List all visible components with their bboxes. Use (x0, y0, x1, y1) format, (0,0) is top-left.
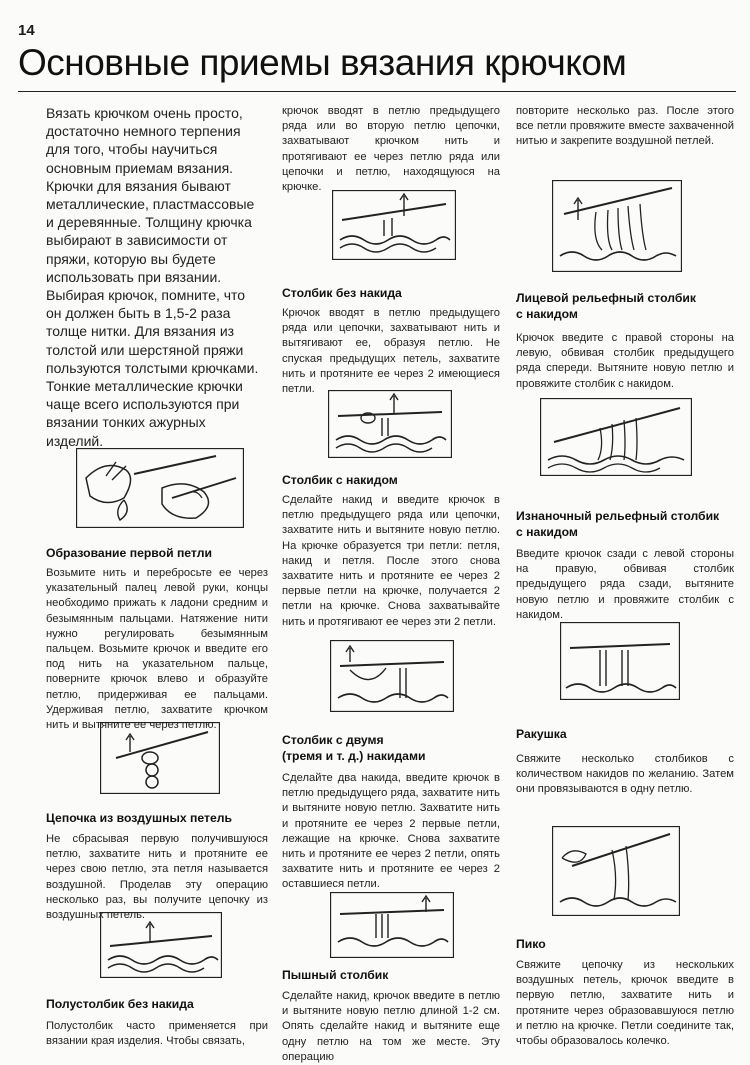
treble-heading-line1: Столбик с двумя (282, 733, 384, 747)
shell-stitch-illustration (552, 826, 680, 916)
treble-heading-line2: (тремя и т. д.) накидами (282, 749, 426, 763)
back-post-heading-line1: Изнаночный рельефный столбик (516, 509, 720, 523)
treble-text: Сделайте два накида, введите крючок в петлю предыдущего ряда, захватите нить и вытяните новую петлю. Захватите нить и протяните ее через 2 первые петли, лежащие на крючке. Снова захватите нить и протяните ее через 2 петли, опять захватите нить и протяните ее через 2 оставшиеся петли. (282, 772, 500, 891)
puff-heading: Пышный столбик (282, 968, 389, 982)
front-post-illustration (540, 398, 692, 476)
back-post-figure (560, 622, 680, 700)
front-post-heading-line1: Лицевой рельефный столбик (516, 291, 696, 305)
puff-text-cont: повторите несколько раз. После этого все петли провяжите вместе захваченной нитью и закрепите воздушной петлей. (516, 105, 734, 148)
puff-figure (552, 180, 682, 272)
chain-heading: Цепочка из воздушных петель (46, 811, 232, 825)
first-loop-figure (76, 448, 244, 528)
puff-text: Сделайте накид, крючок введите в петлю и вытяните новую петлю длиной 1-2 см. Опять сделайте накид и вытяните еще одну петлю на том же месте. Эту операцию (282, 990, 500, 1063)
page-title: Основные приемы вязания крючком (18, 42, 627, 83)
single-crochet-illustration (328, 390, 452, 458)
front-post-figure (540, 398, 692, 476)
title-divider (18, 91, 736, 92)
front-post-heading (516, 290, 734, 322)
slip-stitch-text-cont: крючок вводят в петлю предыдущего ряда или во вторую петлю цепочки, захватывают крючком нить и протягивают ее через петлю ряда или цепочки и петлю, находящуюся на крючке. (282, 105, 500, 194)
single-crochet-heading: Столбик без накида (282, 286, 402, 300)
treble-heading (282, 732, 500, 764)
puff-stitch-illustration (552, 180, 682, 272)
treble-crochet-illustration (330, 892, 454, 958)
double-crochet-illustration (330, 640, 454, 712)
back-post-text: Введите крючок сзади с левой стороны на правую, обвивая столбик предыдущего ряда сзади, вытяните новую петлю и провяжите столбик с накидом. (516, 548, 734, 621)
chain-stitch-illustration (100, 722, 220, 794)
double-crochet-heading: Столбик с накидом (282, 473, 398, 487)
back-post-illustration (560, 622, 680, 700)
first-loop-heading: Образование первой петли (46, 546, 212, 560)
first-loop-text: Возьмите нить и перебросьте ее через указательный палец левой руки, концы необходимо прижать к ладони средним и безымянным пальцами. Натяжение нити нужно регулировать безымянным пальцем. Возьмите крючок и введите его под нить на указательном пальце, поверните крючок влево и образуйте петлю, придерживая ее пальцами. Удерживая петлю, захватите крючком нить и вытяните ее через петлю. (46, 567, 268, 732)
double-crochet-text: Сделайте накид и введите крючок в петлю предыдущего ряда или цепочки, захватите нить и вытяните новую петлю. На крючке образуется три петли: петля, накид и петля. После этого снова захватите нить и протяните ее через 2 первые петли на крючке, получается 2 петли на крючке. Снова захватывайте нить и протягивают ее через эти 2 петли. (282, 494, 500, 628)
shell-figure (552, 826, 680, 916)
picot-text: Свяжите цепочку из нескольких воздушных петель, крючок введите в первую петлю, захватите нить и протяните через образовавшуюся петлю и петлю на крючке. Петли соедините так, чтобы образовалось колечко. (516, 959, 734, 1048)
intro-paragraph: Вязать крючком очень просто, достаточно немного терпения для того, чтобы научиться основным приемам вязания. Крючки для вязания бывают металлические, пластмассовые и деревянные. Толщину крючка выбирают в зависимости от пряжи, которую вы будете использовать при вязании. Выбирая крючок, помните, что он должен быть в 1,5-2 раза толще нитки. Для вязания из толстой или шерстяной пряжи пользуются толстыми крючками. Тонкие металлические крючки чаще всего используются при вязании тонких ажурных изделий. (46, 105, 259, 449)
hand-with-hook-illustration (76, 448, 244, 528)
back-post-heading (516, 508, 734, 540)
front-post-text: Крючок введите с правой стороны на левую, обвивая столбик предыдущего ряда спереди. Вытяните новую петлю и провяжите столбик с накидом. (516, 332, 734, 390)
front-post-heading-line2: с накидом (516, 307, 578, 321)
shell-text: Свяжите несколько столбиков с количеством накидов по желанию. Затем они провязываются в одну петлю. (516, 753, 734, 796)
shell-heading: Ракушка (516, 727, 567, 741)
back-post-heading-line2: с накидом (516, 525, 578, 539)
slip-stitch-illustration (100, 912, 222, 978)
double-crochet-figure (330, 640, 454, 712)
chain-text: Не сбрасывая первую получившуюся петлю, захватите нить и протяните ее через свою петлю, эта петля называется воздушной. Проделав эту операцию несколько раз, вы получите цепочку из воздушных петель. (46, 833, 268, 922)
single-crochet-figure (328, 390, 452, 458)
single-crochet-text: Крючок вводят в петлю предыдущего ряда или цепочки, захватывают нить и вытягивают ее, образуя петлю. Не спуская предыдущих петель, захватите нить и протяните ее через 2 имеющиеся петли. (282, 307, 500, 396)
slip-stitch-illustration (332, 190, 456, 260)
treble-figure (330, 892, 454, 958)
slip-stitch-heading: Полустолбик без накида (46, 997, 194, 1011)
picot-heading: Пико (516, 937, 546, 951)
page-number: 14 (18, 22, 35, 39)
single-crochet-figure-top (332, 190, 456, 260)
chain-figure (100, 722, 220, 794)
slip-stitch-figure (100, 912, 222, 978)
slip-stitch-text: Полустолбик часто применяется при вязании края изделия. Чтобы связать, (46, 1020, 268, 1048)
